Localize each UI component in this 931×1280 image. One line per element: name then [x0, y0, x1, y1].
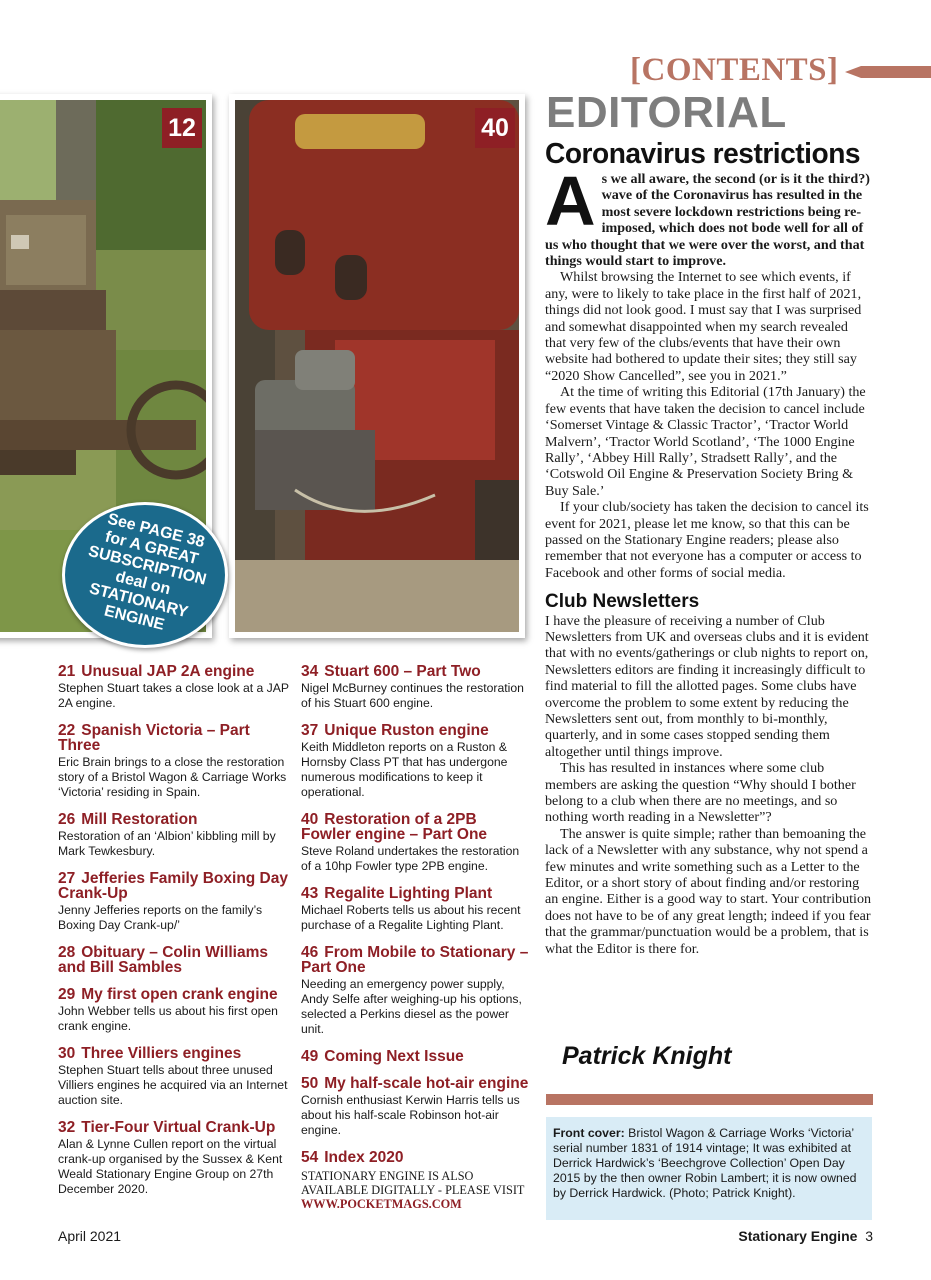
contents-title-text: Coming Next Issue	[324, 1048, 464, 1065]
front-cover-label: Front cover:	[553, 1126, 625, 1140]
editorial-lead	[545, 162, 872, 270]
arrow-left-icon	[845, 66, 931, 78]
contents-page-number: 27	[58, 870, 76, 887]
contents-title-text: Spanish Victoria – Part Three	[58, 722, 250, 754]
contents-entry[interactable]	[301, 1049, 529, 1064]
footer-date: April 2021	[58, 1228, 122, 1244]
editorial-paragraph: Whilst browsing the Internet to see which events, if any, were to likely to take place in the first half of 2021, things did not look good. I must say that I was surprised and somewhat disappointed when my search revealed that very few of the clubs/events that have their own website had bothered to update their sites; they still say “2020 Show Cancelled”, see you in 2021.”	[545, 269, 862, 384]
contents-title-text: Unique Ruston engine	[324, 722, 489, 739]
front-cover-caption-box	[546, 1117, 872, 1220]
contents-entry-title	[301, 812, 529, 842]
contents-entry-description: Stephen Stuart takes a close look at a JAP 2A engine.	[58, 681, 289, 710]
contents-title-text: Obituary – Colin Williams and Bill Sambles	[58, 944, 269, 976]
contents-title-text: Index 2020	[324, 1149, 404, 1166]
contents-entry-title	[58, 812, 290, 827]
editorial-paragraph: At the time of writing this Editorial (17th January) the few events that have taken the decision to cancel include ‘Somerset Vintage & Classic Tractor’, ‘Tractor World Malvern’, ‘Tractor World Scotland’, ‘The 1000 Engine Rally’, ‘Abbey Hill Rally’, Stradsett Rally’, and the ‘Cotswold Oil Engine & Preservation Society Bring & Buy Sale.’	[545, 384, 866, 499]
contents-entry-title	[58, 1120, 290, 1135]
photo-red-engine	[229, 94, 525, 638]
contents-title-text: Three Villiers engines	[81, 1045, 242, 1062]
contents-page-number: 21	[58, 663, 76, 680]
contents-entry[interactable]	[58, 1046, 290, 1108]
contents-entry-title	[58, 664, 290, 679]
contents-entry-title	[301, 886, 529, 901]
contents-entry-title	[301, 1150, 529, 1165]
contents-entry[interactable]	[58, 1120, 290, 1197]
contents-title-text: From Mobile to Stationary – Part One	[301, 944, 529, 976]
contents-entry[interactable]	[58, 723, 290, 800]
editorial-paragraph: I have the pleasure of receiving a number of Club Newsletters from UK and overseas clubs and it is evident that with no events/gatherings or club nights to report on, Newsletters editors are finding it increasingly difficult to find material to fill the allotted pages. Some clubs have overcome the problem to some extent by reducing the Newsletters sent out, from monthly to bi-monthly, quarterly, and in some cases stopped sending them altogether until things improve.	[545, 612, 869, 760]
contents-page-number: 26	[58, 811, 76, 828]
contents-entry-description: Eric Brain brings to a close the restoration story of a Bristol Wagon & Carriage Works ‘Victoria’ residing in Spain.	[58, 755, 287, 799]
footer-page-number: 3	[865, 1228, 873, 1244]
digital-availability-note	[301, 1169, 529, 1211]
editorial-title: EDITORIAL	[546, 88, 787, 137]
contents-entry[interactable]	[58, 871, 290, 933]
contents-title-text: My first open crank engine	[81, 986, 278, 1003]
contents-page-number: 46	[301, 944, 319, 961]
digital-note-text: STATIONARY ENGINE IS ALSO AVAILABLE DIGITALLY - PLEASE VISIT	[301, 1169, 525, 1197]
footer-magazine-title: Stationary Engine	[738, 1228, 858, 1244]
red-engine-image	[235, 100, 519, 632]
contents-page-number: 54	[301, 1149, 319, 1166]
contents-entry[interactable]	[58, 812, 290, 859]
contents-entry-description: John Webber tells us about his first open crank engine.	[58, 1004, 278, 1033]
contents-entry-description: Jenny Jefferies reports on the family’s Boxing Day Crank-up/’	[58, 903, 263, 932]
contents-entry[interactable]	[301, 1150, 529, 1165]
contents-entry[interactable]	[301, 945, 529, 1037]
contents-page-number: 28	[58, 944, 76, 961]
editorial-body	[545, 162, 872, 957]
contents-entry-title	[58, 987, 290, 1002]
pocketmags-link[interactable]: WWW.POCKETMAGS.COM	[301, 1197, 462, 1211]
contents-title-text: Mill Restoration	[81, 811, 198, 828]
contents-entry-title	[301, 664, 529, 679]
contents-page-number: 30	[58, 1045, 76, 1062]
footer-title-page	[738, 1228, 873, 1244]
drop-cap: A	[545, 162, 596, 240]
subscription-badge[interactable]	[62, 502, 228, 648]
club-newsletters-heading: Club Newsletters	[545, 591, 700, 613]
contents-title-text: Unusual JAP 2A engine	[81, 663, 255, 680]
page-badge: 12	[162, 108, 202, 148]
contents-entry-description: Michael Roberts tells us about his recent purchase of a Regalite Lighting Plant.	[301, 903, 521, 932]
page-badge: 40	[475, 108, 515, 148]
contents-page-number: 34	[301, 663, 319, 680]
contents-entry[interactable]	[58, 945, 290, 975]
contents-entry-description: Keith Middleton reports on a Ruston & Hornsby Class PT that has undergone numerous modifications to keep it operational.	[301, 740, 508, 799]
contents-entry-title	[58, 945, 290, 975]
contents-title-text: Jefferies Family Boxing Day Crank-Up	[58, 870, 288, 902]
contents-entry-title	[58, 871, 290, 901]
contents-entry-description: Stephen Stuart tells about three unused Villiers engines he acquired via an Internet auction site.	[58, 1063, 288, 1107]
contents-entry[interactable]	[301, 664, 529, 711]
editorial-paragraph: If your club/society has taken the decision to cancel its event for 2021, please let me know, so that this can be passed on the Stationary Engine readers; please also remember that not everyone has a computer or access to Facebook and other forms of social media.	[545, 499, 869, 581]
contents-title-text: Regalite Lighting Plant	[324, 885, 493, 902]
contents-column-2	[301, 664, 529, 1211]
contents-page-number: 22	[58, 722, 76, 739]
contents-entry[interactable]	[301, 723, 529, 800]
contents-entry-description: Nigel McBurney continues the restoration of his Stuart 600 engine.	[301, 681, 524, 710]
contents-page-number: 43	[301, 885, 319, 902]
contents-entry-description: Restoration of an ‘Albion’ kibbling mill by Mark Tewkesbury.	[58, 829, 276, 858]
divider-bar	[546, 1094, 873, 1105]
contents-entry-title	[301, 945, 529, 975]
contents-entry[interactable]	[301, 812, 529, 874]
contents-title-text: Tier-Four Virtual Crank-Up	[81, 1119, 276, 1136]
editorial-paragraph: The answer is quite simple; rather than bemoaning the lack of a Newsletter with any substance, why not spend a few minutes and write something such as a Letter to the Editor, or a short story of about finding and/or restoring an engine. Either is a good way to start. Your contribution does not have to be of any great length; indeed if you fear that the grammar/punctuation would be a problem, that is what the Editor is there for.	[545, 825, 872, 957]
front-cover-text: Bristol Wagon & Carriage Works ‘Victoria’ serial number 1831 of 1914 vintage; It was exhibited at Derrick Hardwick’s ‘Beechgrove Collection’ Open Day 2015 by the then owner Robin Lambert; it is now owned by Derrick Hardwick. (Photo; Patrick Knight).	[553, 1126, 857, 1200]
contents-entry-title	[58, 1046, 290, 1061]
contents-entry[interactable]	[58, 664, 290, 711]
contents-entry-title	[58, 723, 290, 753]
contents-entry-description: Steve Roland undertakes the restoration of a 10hp Fowler type 2PB engine.	[301, 844, 520, 873]
contents-page-number: 50	[301, 1075, 319, 1092]
contents-title-text: My half-scale hot-air engine	[324, 1075, 529, 1092]
contents-page-number: 49	[301, 1048, 319, 1065]
contents-entry-title	[301, 1076, 529, 1091]
contents-page-number: 32	[58, 1119, 76, 1136]
editorial-headline: Coronavirus restrictions	[545, 138, 861, 170]
contents-entry-title	[301, 723, 529, 738]
editorial-lead-text: s we all aware, the second (or is it the third?) wave of the Coronavirus has resulted in the most severe lockdown restrictions being re-imposed, which does not bode well for all of us who thought that we were over the worst, and that things would start to improve.	[545, 171, 870, 270]
contents-page-number: 37	[301, 722, 319, 739]
subscription-badge-text: See PAGE 38 for A GREAT SUBSCRIPTION deal on STATIONARY ENGINE	[86, 510, 209, 634]
front-cover-caption	[553, 1126, 864, 1201]
contents-entry-title	[301, 1049, 529, 1064]
contents-entry-description: Alan & Lynne Cullen report on the virtual crank-up organised by the Sussex & Kent Weald Stationary Engine Group on 27th December 2020.	[58, 1137, 283, 1196]
contents-page-number: 40	[301, 811, 319, 828]
contents-title-text: Stuart 600 – Part Two	[324, 663, 481, 680]
contents-page-number: 29	[58, 986, 76, 1003]
contents-entry[interactable]	[301, 886, 529, 933]
contents-entry[interactable]	[58, 987, 290, 1034]
contents-entry[interactable]	[301, 1076, 529, 1138]
contents-entry-description: Cornish enthusiast Kerwin Harris tells us about his half-scale Robinson hot-air engine.	[301, 1093, 520, 1137]
contents-title-text: Restoration of a 2PB Fowler engine – Part One	[301, 811, 488, 843]
editorial-paragraph: This has resulted in instances where some club members are asking the question “Why should I bother belong to a club when there are no meetings, and so nothing worth reading in a Newsletter”?	[545, 760, 856, 826]
section-label: [CONTENTS]	[630, 52, 839, 88]
contents-entry-description: Needing an emergency power supply, Andy Selfe after weighing-up his options, selected a Perkins diesel as the power unit.	[301, 977, 522, 1036]
editor-signature: Patrick Knight	[562, 1042, 732, 1070]
contents-column-1	[58, 664, 290, 1209]
